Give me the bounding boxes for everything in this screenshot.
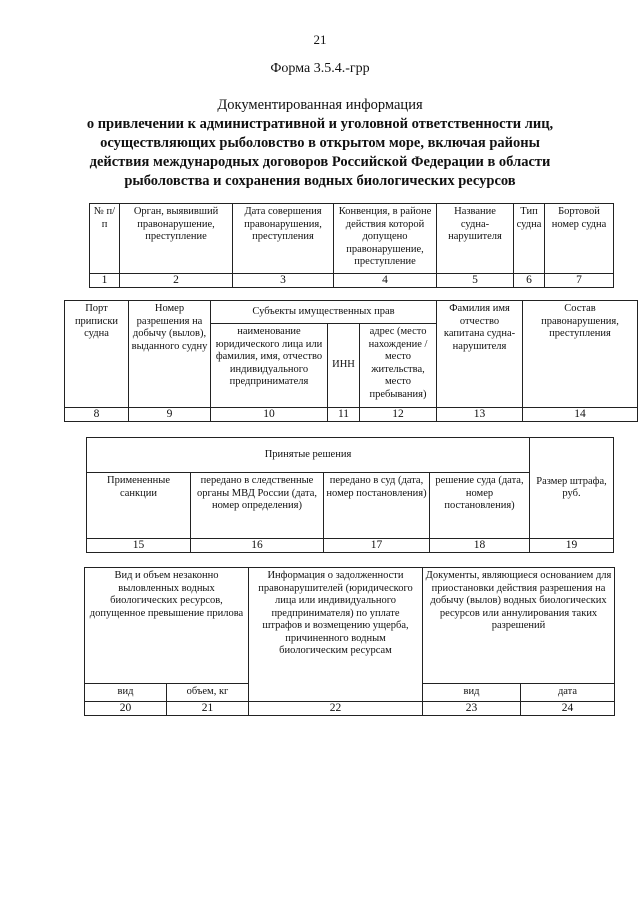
header-cell: Тип судна bbox=[514, 204, 545, 274]
header-cell: Конвенция, в районе действия которой допущено правонарушение, преступление bbox=[334, 204, 437, 274]
header-cell: Порт приписки судна bbox=[65, 301, 129, 408]
column-number: 20 bbox=[85, 701, 167, 715]
column-number: 10 bbox=[211, 408, 328, 422]
column-number: 13 bbox=[437, 408, 523, 422]
header-cell: дата bbox=[521, 684, 615, 702]
column-number: 15 bbox=[87, 539, 191, 553]
table-decisions bbox=[86, 437, 614, 553]
column-number: 7 bbox=[545, 274, 614, 288]
header-cell: Размер штрафа, руб. bbox=[530, 438, 614, 539]
column-number: 23 bbox=[423, 701, 521, 715]
column-number: 14 bbox=[523, 408, 638, 422]
header-cell: Дата совершения правонарушения, преступления bbox=[233, 204, 334, 274]
header-cell: ИНН bbox=[328, 324, 360, 408]
header-cell: объем, кг bbox=[167, 684, 249, 702]
title-line: о привлечении к административной и уголовной ответственности лиц, bbox=[86, 116, 554, 132]
header-cell: Бортовой номер судна bbox=[545, 204, 614, 274]
page-number: 21 bbox=[313, 32, 327, 47]
header-cell: Состав правонарушения, преступления bbox=[523, 301, 638, 408]
table-vessel-subjects bbox=[64, 300, 638, 422]
column-number: 19 bbox=[530, 539, 614, 553]
header-cell: Примененные санкции bbox=[87, 473, 191, 539]
table-catch-and-documents bbox=[84, 567, 615, 716]
header-cell: вид bbox=[85, 684, 167, 702]
title-line: осуществляющих рыболовство в открытом море, включая районы bbox=[100, 135, 540, 151]
column-number: 9 bbox=[129, 408, 211, 422]
column-number: 2 bbox=[120, 274, 233, 288]
header-cell: Вид и объем незаконно выловленных водных биологических ресурсов, допущенное превышение прилова bbox=[85, 568, 249, 684]
header-cell: Номер разрешения на добычу (вылов), выданного судну bbox=[129, 301, 211, 408]
column-number: 6 bbox=[514, 274, 545, 288]
column-number: 16 bbox=[191, 539, 324, 553]
header-cell: № п/п bbox=[90, 204, 120, 274]
header-cell: Название судна-нарушителя bbox=[437, 204, 514, 274]
title-line: Документированная информация bbox=[217, 97, 423, 113]
column-number: 12 bbox=[360, 408, 437, 422]
column-number: 5 bbox=[437, 274, 514, 288]
column-number: 18 bbox=[430, 539, 530, 553]
header-cell: Орган, выявивший правонарушение, преступление bbox=[120, 204, 233, 274]
column-number: 21 bbox=[167, 701, 249, 715]
column-number: 1 bbox=[90, 274, 120, 288]
header-cell: Субъекты имущественных прав bbox=[211, 301, 437, 324]
header-cell: наименование юридического лица или фамилия, имя, отчество индивидуального предпринимателя bbox=[211, 324, 328, 408]
title-line: рыболовства и сохранения водных биологических ресурсов bbox=[124, 173, 516, 189]
header-cell: Фамилия имя отчество капитана судна-нарушителя bbox=[437, 301, 523, 408]
column-number: 3 bbox=[233, 274, 334, 288]
form-code: Форма 3.5.4.-грр bbox=[270, 61, 370, 76]
header-cell: Принятые решения bbox=[87, 438, 530, 473]
column-number: 24 bbox=[521, 701, 615, 715]
header-cell: передано в следственные органы МВД России (дата, номер определения) bbox=[191, 473, 324, 539]
column-number: 17 bbox=[324, 539, 430, 553]
header-cell: Документы, являющиеся основанием для приостановки действия разрешения на добычу (вылов) водных биологических ресурсов или аннулирования таких разрешений bbox=[423, 568, 615, 684]
column-number: 8 bbox=[65, 408, 129, 422]
document-title bbox=[0, 96, 640, 191]
table-violation-info bbox=[89, 203, 614, 288]
column-number: 22 bbox=[249, 701, 423, 715]
title-line: действия международных договоров Российской Федерации в области bbox=[89, 154, 551, 170]
header-cell: вид bbox=[423, 684, 521, 702]
header-cell: передано в суд (дата, номер постановления) bbox=[324, 473, 430, 539]
column-number: 4 bbox=[334, 274, 437, 288]
header-cell: адрес (место нахождение / место жительства, место пребывания) bbox=[360, 324, 437, 408]
header-cell: решение суда (дата, номер постановления) bbox=[430, 473, 530, 539]
header-cell: Информация о задолженности правонарушителей (юридического лица или индивидуального предпринимателя) по уплате штрафов и возмещению ущерба, причиненного водным биологическим ресурсам bbox=[249, 568, 423, 702]
column-number: 11 bbox=[328, 408, 360, 422]
